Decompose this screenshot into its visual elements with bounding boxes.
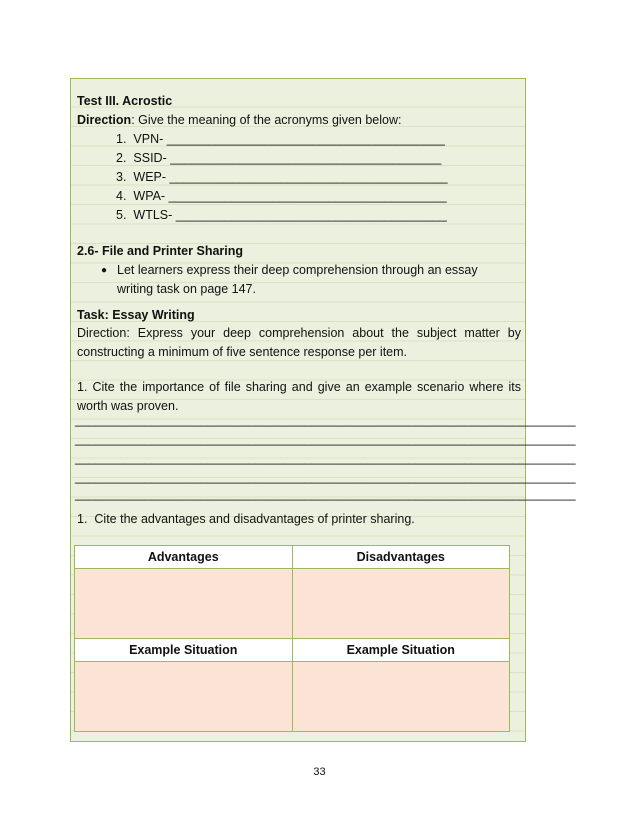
worksheet-panel — [70, 78, 576, 742]
example-situation-cell-1[interactable] — [75, 662, 293, 732]
direction-text: : Give the meaning of the acronyms given below: — [131, 113, 402, 127]
item-text: WEP- ________________________________________ — [133, 170, 448, 184]
list-item — [116, 189, 447, 204]
direction-label: Direction — [77, 113, 132, 127]
advantages-table — [74, 545, 510, 732]
list-item — [116, 151, 441, 166]
answer-line[interactable]: ________________________________________________________________________ — [75, 487, 576, 501]
item-number: 3. — [116, 170, 127, 184]
bullet-text-line1: Let learners express their deep comprehension through an essay — [117, 263, 478, 277]
answer-line[interactable]: ________________________________________________________________________ — [75, 451, 576, 465]
item-text: WTLS- _______________________________________ — [133, 208, 447, 222]
item-text: SSID- _______________________________________ — [133, 151, 442, 165]
item-text: VPN- ________________________________________ — [133, 132, 445, 146]
disadvantages-cell[interactable] — [292, 569, 510, 639]
example-situation-header-2: Example Situation — [292, 639, 510, 662]
example-situation-cell-2[interactable] — [292, 662, 510, 732]
question-2-number: 1. — [77, 512, 88, 526]
advantages-header: Advantages — [75, 546, 293, 569]
task-direction-line1: Direction: Express your deep comprehension about the subject matter by — [77, 326, 521, 340]
item-number: 4. — [116, 189, 127, 203]
item-number: 2. — [116, 151, 127, 165]
question-2-text: Cite the advantages and disadvantages of printer sharing. — [94, 512, 415, 526]
test-title: Test III. Acrostic — [77, 94, 173, 108]
task-direction-line2: constructing a minimum of five sentence response per item. — [77, 345, 408, 359]
question-1-line2: worth was proven. — [77, 399, 179, 413]
answer-line[interactable]: ________________________________________________________________________ — [75, 470, 576, 484]
list-item — [116, 132, 445, 147]
question-2 — [77, 512, 415, 527]
task-title: Task: Essay Writing — [77, 308, 195, 322]
advantages-cell[interactable] — [75, 569, 293, 639]
bullet-text-line2: writing task on page 147. — [117, 282, 256, 296]
list-item — [116, 170, 448, 185]
item-text: WPA- ________________________________________ — [133, 189, 447, 203]
test-direction — [77, 113, 401, 128]
page-number: 33 — [313, 766, 326, 778]
item-number: 1. — [116, 132, 127, 146]
bullet-icon: ● — [101, 265, 108, 276]
example-situation-header-1: Example Situation — [75, 639, 293, 662]
question-1-line1: 1. Cite the importance of file sharing and give an example scenario where its — [77, 380, 521, 394]
section-heading: 2.6- File and Printer Sharing — [77, 244, 244, 258]
list-item — [116, 208, 447, 223]
item-number: 5. — [116, 208, 127, 222]
disadvantages-header: Disadvantages — [292, 546, 510, 569]
answer-line[interactable]: ________________________________________________________________________ — [75, 432, 576, 446]
answer-line[interactable]: ________________________________________________________________________ — [75, 413, 576, 427]
